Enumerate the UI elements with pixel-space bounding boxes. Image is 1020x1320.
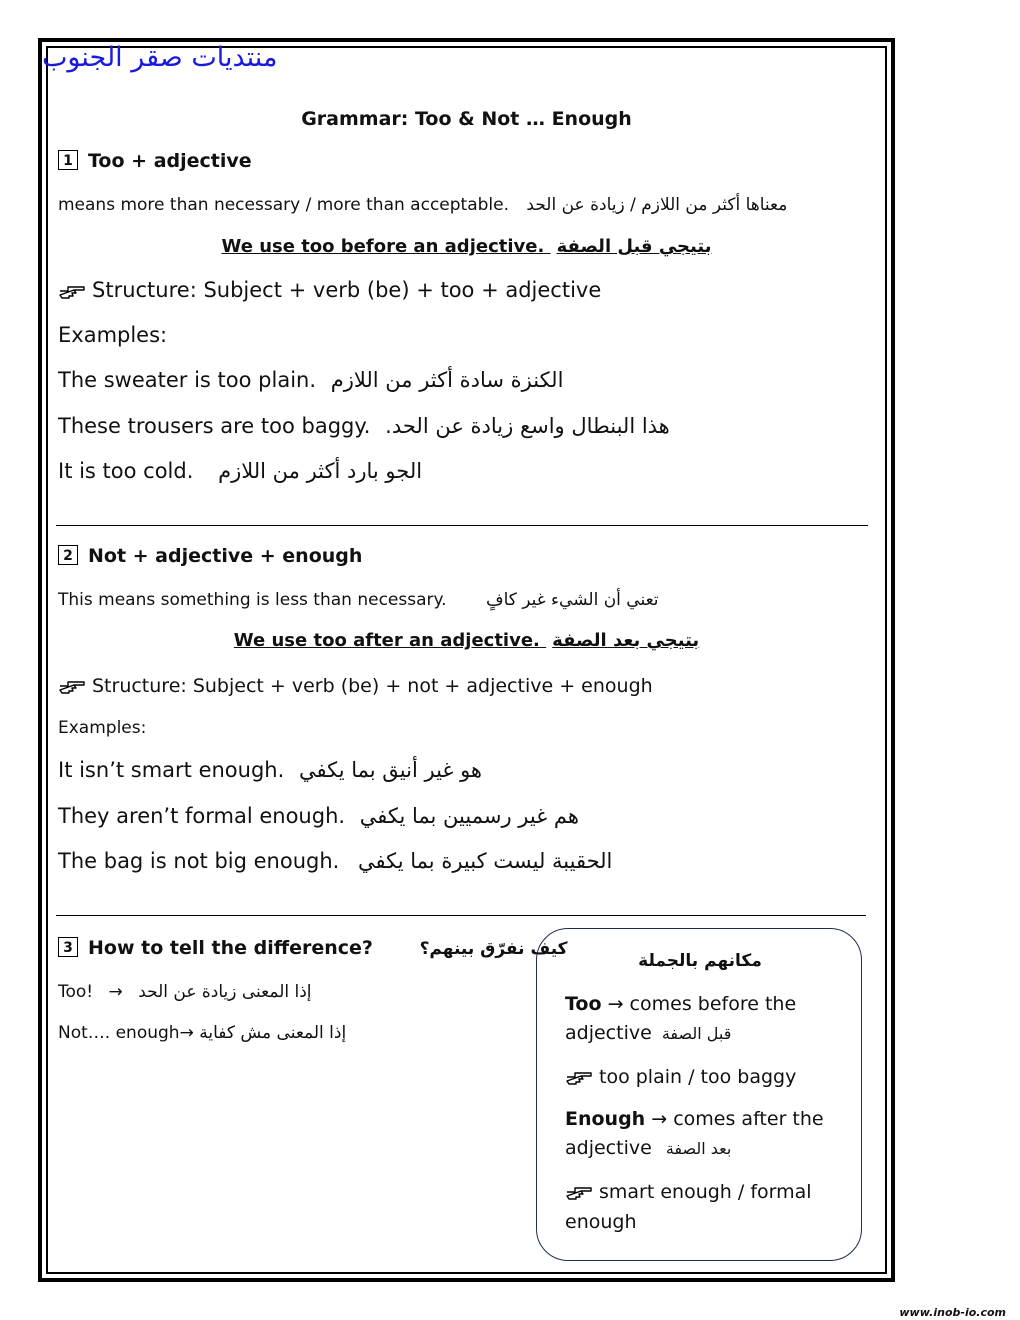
pointing-hand-icon <box>58 282 86 300</box>
forum-watermark: منتديات صقر الجنوب <box>42 42 278 73</box>
section3-number: 3 <box>58 937 78 957</box>
too-word: Too <box>565 993 602 1015</box>
section3-too-line <box>58 982 312 1002</box>
section2-meaning-en: This means something is less than necessary. <box>58 590 447 610</box>
section2-usage-ar: بتيجي بعد الصفة <box>552 630 700 651</box>
section1-structure-text: Structure: Subject + verb (be) + too + adjective <box>92 278 602 302</box>
too-rule: → comes before the <box>607 993 797 1015</box>
section1-heading <box>58 150 252 172</box>
pointing-hand-icon <box>565 1183 593 1201</box>
enough-example: smart enough / formal <box>599 1181 812 1203</box>
section2-usage <box>0 630 933 651</box>
page-title: Grammar: Too & Not … Enough <box>301 108 632 130</box>
example-en: It is too cold. <box>58 459 194 483</box>
section1-heading-text: Too + adjective <box>88 150 252 172</box>
section3-enough-line <box>58 1023 346 1043</box>
enough-meaning-ar: إذا المعنى مش كفاية <box>199 1023 347 1043</box>
section-divider <box>56 915 866 916</box>
enough-rule-line1 <box>565 1108 824 1130</box>
section2-example-3 <box>58 849 612 873</box>
section3-heading <box>58 937 568 959</box>
section1-usage-ar: بتيجي قبل الصفة <box>556 236 712 257</box>
example-en: It isn’t smart enough. <box>58 758 285 782</box>
section2-meaning-ar: تعني أن الشيء غير كافٍ <box>485 590 659 610</box>
section1-meaning-en: means more than necessary / more than acceptable. <box>58 195 509 215</box>
section2-examples-label: Examples: <box>58 718 147 738</box>
section1-usage <box>0 236 933 257</box>
example-en: They aren’t formal enough. <box>58 804 346 828</box>
enough-word: Not…. enough <box>58 1023 180 1043</box>
too-rule-ar: قبل الصفة <box>661 1024 732 1043</box>
section2-usage-en: We use too after an adjective. <box>233 630 540 651</box>
example-ar: الحقيبة ليست كبيرة بما يكفي <box>358 849 613 873</box>
enough-example-line2: enough <box>565 1211 637 1233</box>
section2-heading <box>58 545 362 567</box>
example-ar: هم غير رسميين بما يكفي <box>359 804 579 828</box>
section1-example-2 <box>58 414 670 438</box>
footer-url: www.inob-io.com <box>899 1306 1006 1319</box>
section2-meaning <box>58 590 659 610</box>
pointing-hand-icon <box>565 1068 593 1086</box>
too-word: Too! <box>58 982 94 1002</box>
section1-usage-en: We use too before an adjective. <box>221 236 545 257</box>
example-ar: الجو بارد أكثر من اللازم <box>218 459 423 483</box>
example-ar: هو غير أنيق بما يكفي <box>298 758 482 782</box>
section2-example-1 <box>58 758 482 782</box>
section-divider <box>56 525 868 526</box>
arrow-icon: → <box>108 982 123 1002</box>
section2-example-2 <box>58 804 579 828</box>
section1-structure <box>58 278 601 302</box>
section2-heading-text: Not + adjective + enough <box>88 545 363 567</box>
section2-structure <box>58 675 653 697</box>
section1-meaning <box>58 195 787 215</box>
too-rule-line2 <box>565 1022 731 1044</box>
example-en: These trousers are too baggy. <box>58 414 371 438</box>
section2-number: 2 <box>58 545 78 565</box>
example-en: The bag is not big enough. <box>58 849 340 873</box>
section1-example-3 <box>58 459 422 483</box>
too-rule-line1 <box>565 993 796 1015</box>
enough-rule-line2 <box>565 1137 731 1159</box>
too-example: too plain / too baggy <box>599 1066 797 1088</box>
section2-structure-text: Structure: Subject + verb (be) + not + adjective + enough <box>92 675 653 697</box>
enough-rule-ar: بعد الصفة <box>665 1139 732 1158</box>
enough-example-line <box>565 1181 812 1203</box>
section3-heading-ar: كيف نفرّق بينهم؟ <box>419 939 568 959</box>
enough-rule-adjective: adjective <box>565 1137 652 1159</box>
enough-rule: → comes after the <box>651 1108 824 1130</box>
enough-word: Enough <box>565 1108 646 1130</box>
example-ar: هذا البنطال واسع زيادة عن الحد. <box>385 414 670 438</box>
too-rule-adjective: adjective <box>565 1022 652 1044</box>
example-ar: الكنزة سادة أكثر من اللازم <box>330 368 564 392</box>
section1-examples-label: Examples: <box>58 323 168 347</box>
section1-meaning-ar: معناها أكثر من اللازم / زيادة عن الحد <box>526 195 788 215</box>
section1-number: 1 <box>58 150 78 170</box>
pointing-hand-icon <box>58 677 86 695</box>
placement-summary-box <box>536 928 862 1261</box>
section1-example-1 <box>58 368 563 392</box>
summary-box-title: مكانهم بالجملة <box>638 951 762 971</box>
arrow-icon: → <box>179 1023 194 1043</box>
section3-heading-text: How to tell the difference? <box>88 937 373 959</box>
example-en: The sweater is too plain. <box>58 368 317 392</box>
too-meaning-ar: إذا المعنى زيادة عن الحد <box>138 982 312 1002</box>
too-example-line <box>565 1066 796 1088</box>
